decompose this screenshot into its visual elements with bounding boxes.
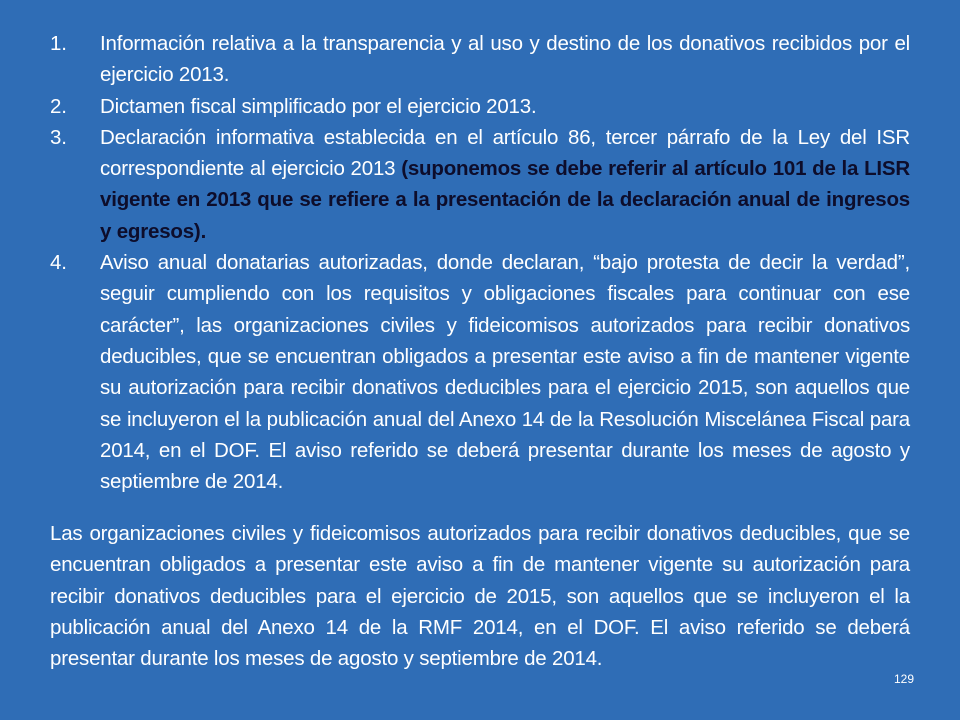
list-item-number: 1. [50,32,67,55]
list-item-end-period: . [200,219,207,243]
list-item [50,122,910,247]
list-item-number: 3. [50,125,67,149]
list-item-text: Información relativa a la transparencia y al uso y destino de los donativos recibidos por el ejercicio 2013. [100,32,910,87]
list-item-text: Declaración informativa establecida en el artículo 86, tercer párrafo de la Ley del ISR correspondiente al ejercicio 2013 [100,125,910,181]
list-item [50,28,910,91]
list-item [50,91,910,122]
list-item-text: Dictamen fiscal simplificado por el ejercicio 2013. [100,94,537,118]
list-item-number: 4. [50,251,67,275]
list-item-number: 2. [50,94,67,118]
requirements-list [50,28,910,497]
closing-paragraph: Las organizaciones civiles y fideicomisos autorizados para recibir donativos deducibles, que se encuentran obligados a presentar este aviso a fin de mantener vigente su autorización para recibir donativos deducibles para el ejercicio de 2015, son aquellos que se incluyeron el la publicación anual del Anexo 14 de la RMF 2014, en el DOF. El aviso referido se deberá presentar durante los meses de agosto y septiembre de 2014. [50,522,910,671]
list-item [50,247,910,497]
list-item-text: Aviso anual donatarias autorizadas, donde declaran, “bajo protesta de decir la verdad”, seguir cumpliendo con los requisitos y obligaciones fiscales para continuar con ese carácter”, las organizaciones civiles y fideicomisos autorizados para recibir donativos deducibles, que se encuentran obligados a presentar este aviso a fin de mantener vigente su autorización para recibir donativos deducibles para el ejercicio 2015, son aquellos que se incluyeron el la publicación anual del Anexo 14 de la Resolución Miscelánea Fiscal para 2014, en el DOF. El aviso referido se deberá presentar durante los meses de agosto y septiembre de 2014. [100,251,910,494]
list-item-highlight-note: (suponemos se debe referir al artículo 101 de la LISR vigente en 2013 que se refiere a la presentación de la declaración anual de ingresos y egresos) [100,157,911,243]
page-number: 129 [894,672,915,686]
